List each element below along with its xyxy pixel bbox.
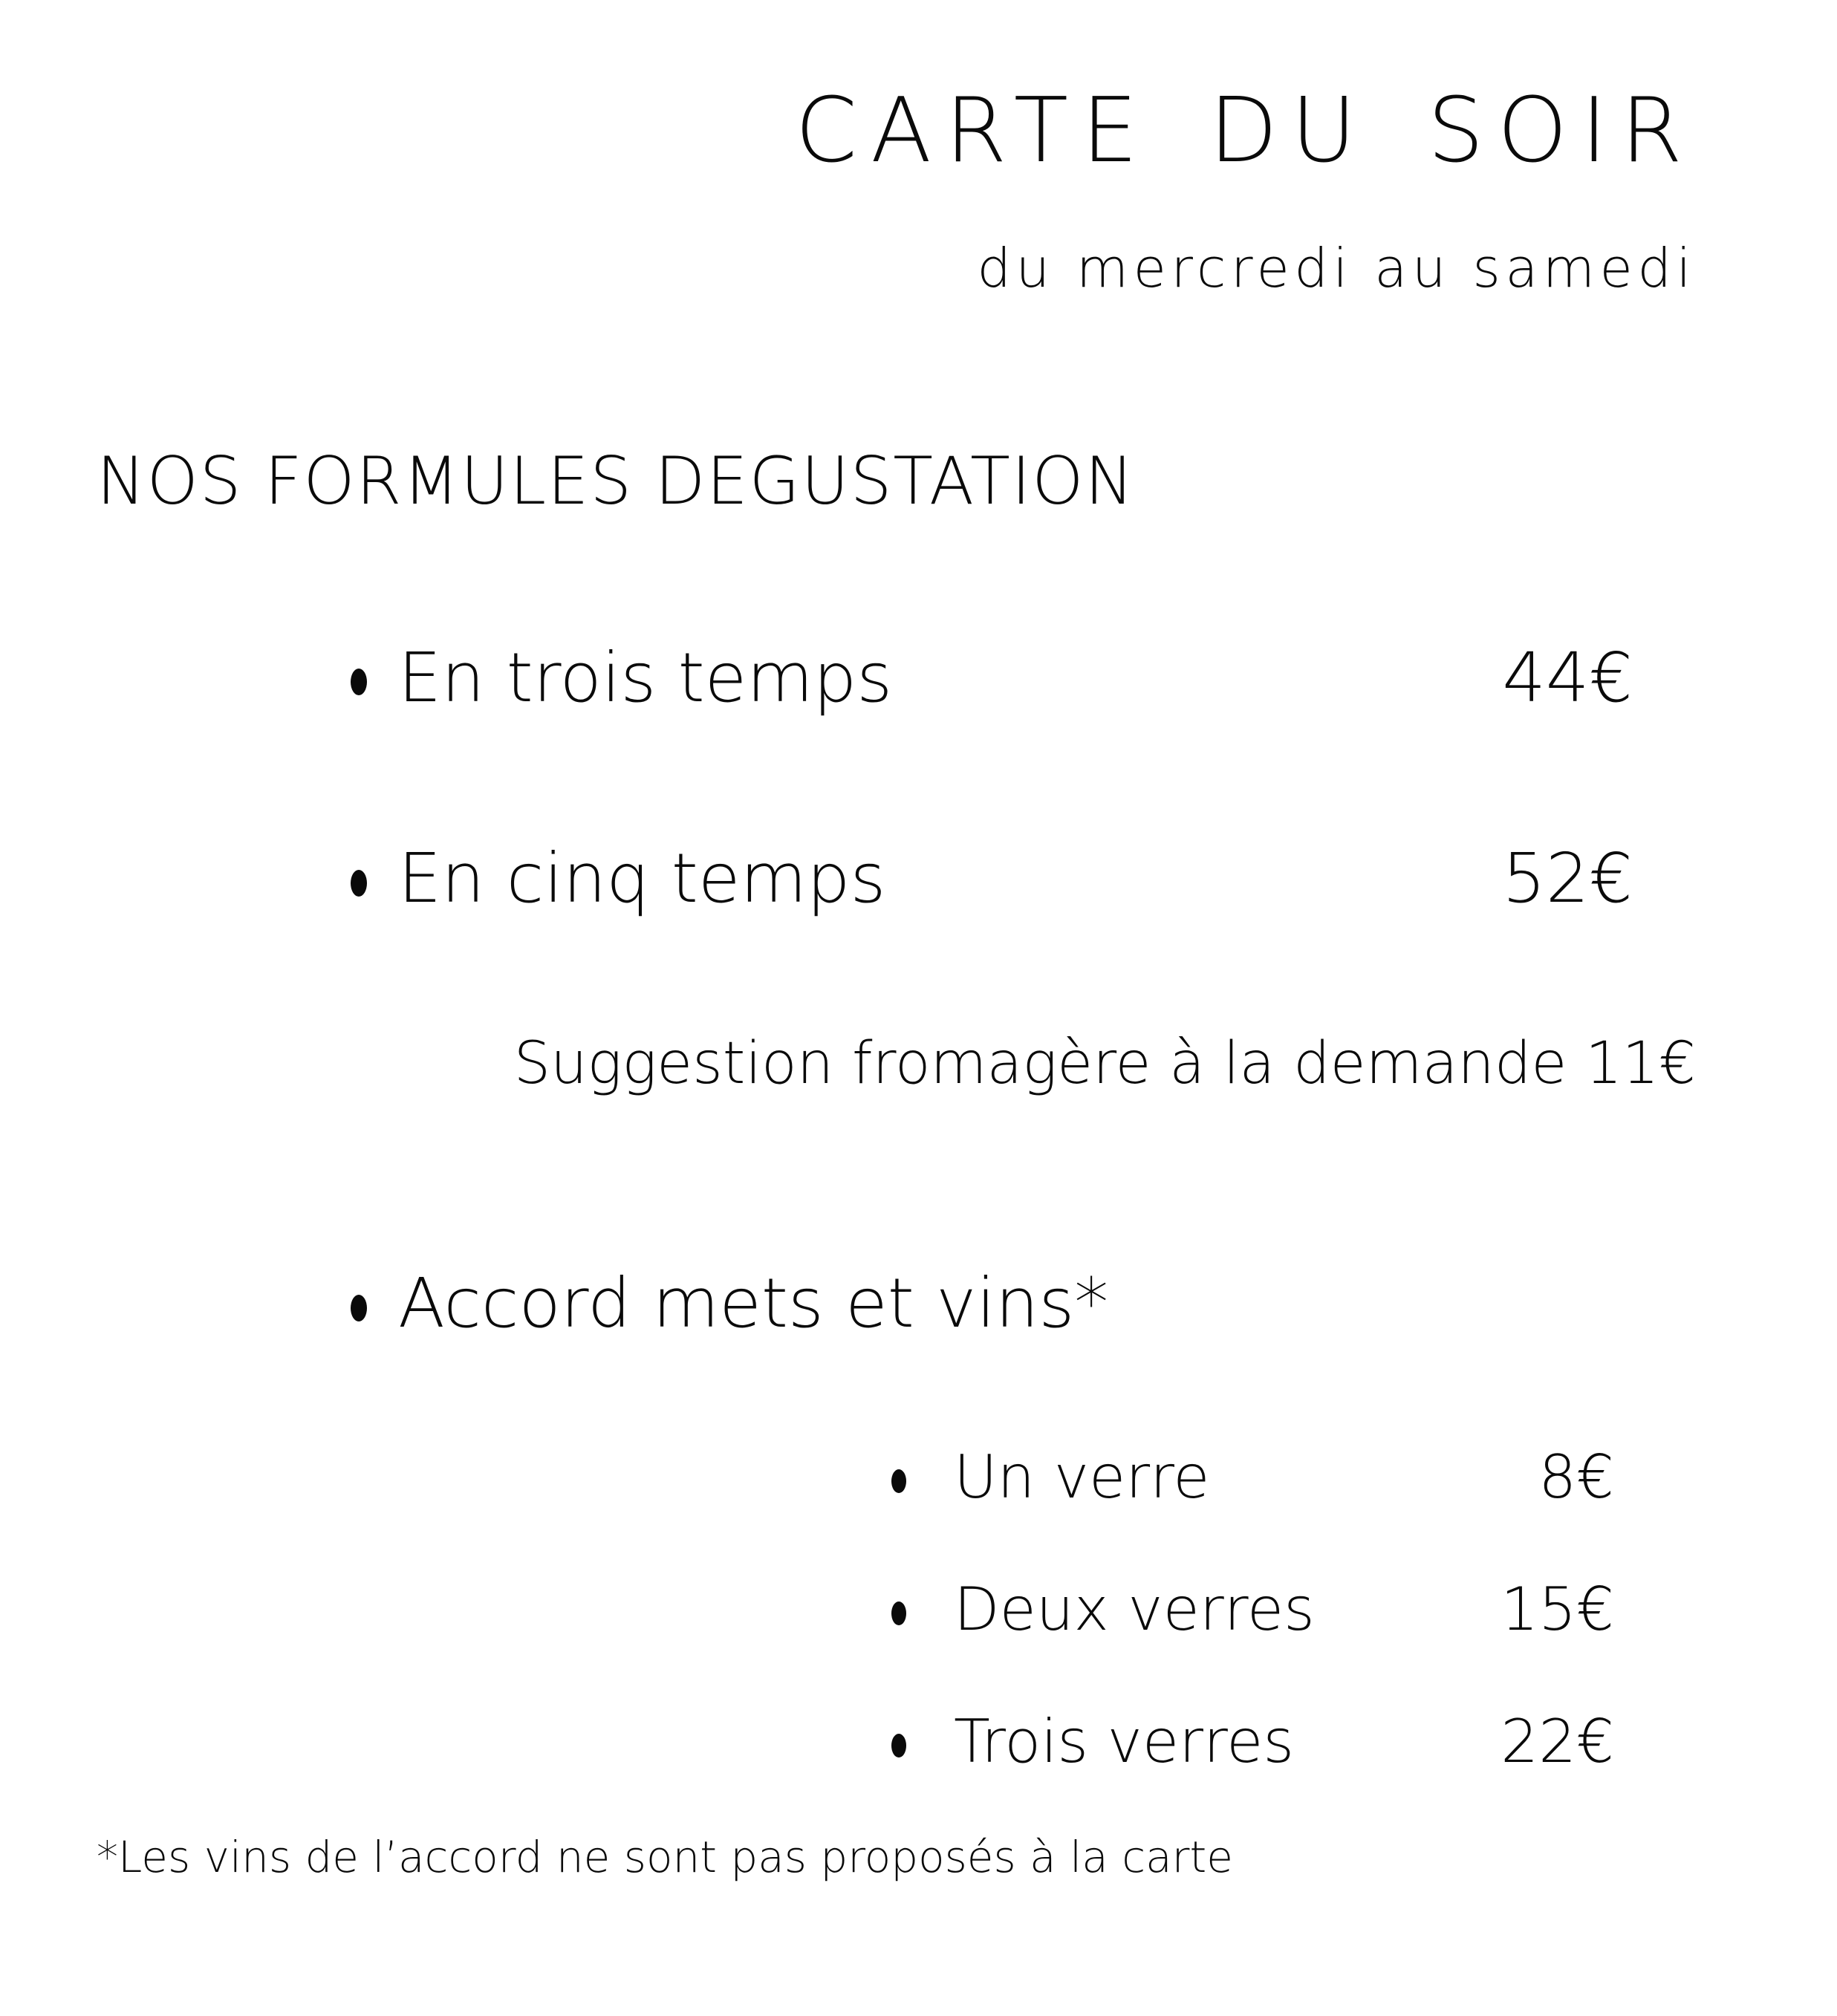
page-subtitle: du mercredi au samedi: [977, 237, 1696, 299]
pairing-option-un-verre: [891, 1442, 1696, 1513]
menu-item-accord-mets-vins: [351, 1263, 1696, 1344]
pairing-option-label: Deux verres: [954, 1574, 1315, 1644]
bullet-icon: [891, 1469, 906, 1493]
menu-item-price: 44€: [1502, 637, 1633, 718]
menu-item-en-cinq-temps: [351, 838, 1696, 920]
menu-item-label: En cinq temps: [398, 839, 886, 919]
bullet-icon: [891, 1734, 906, 1758]
menu-item-price: 52€: [1502, 839, 1633, 919]
pairing-option-label: Un verre: [954, 1442, 1210, 1512]
menu-item-label: Accord mets et vins*: [398, 1264, 1109, 1344]
pairing-option-price: 8€: [1538, 1442, 1614, 1512]
pairing-option-label: Trois verres: [954, 1706, 1295, 1776]
menu-item-label: En trois temps: [398, 637, 893, 718]
bullet-icon: [351, 669, 367, 695]
bullet-icon: [351, 870, 367, 897]
pairing-option-price: 22€: [1501, 1706, 1614, 1776]
pairing-option-deux-verres: [891, 1574, 1696, 1645]
bullet-icon: [891, 1602, 906, 1625]
wine-pairing-footnote: *Les vins de l’accord ne sont pas proposés à la carte: [97, 1831, 1233, 1882]
section-heading-formules-degustation: NOS FORMULES DEGUSTATION: [97, 443, 1135, 520]
menu-header: [97, 78, 1696, 300]
page-title: CARTE DU SOIR: [795, 79, 1696, 183]
pairing-option-price: 15€: [1501, 1574, 1614, 1644]
menu-item-en-trois-temps: [351, 637, 1696, 719]
cheese-suggestion-note: Suggestion fromagère à la demande 11€: [513, 1030, 1696, 1097]
bullet-icon: [351, 1295, 367, 1321]
pairing-option-trois-verres: [891, 1706, 1696, 1778]
